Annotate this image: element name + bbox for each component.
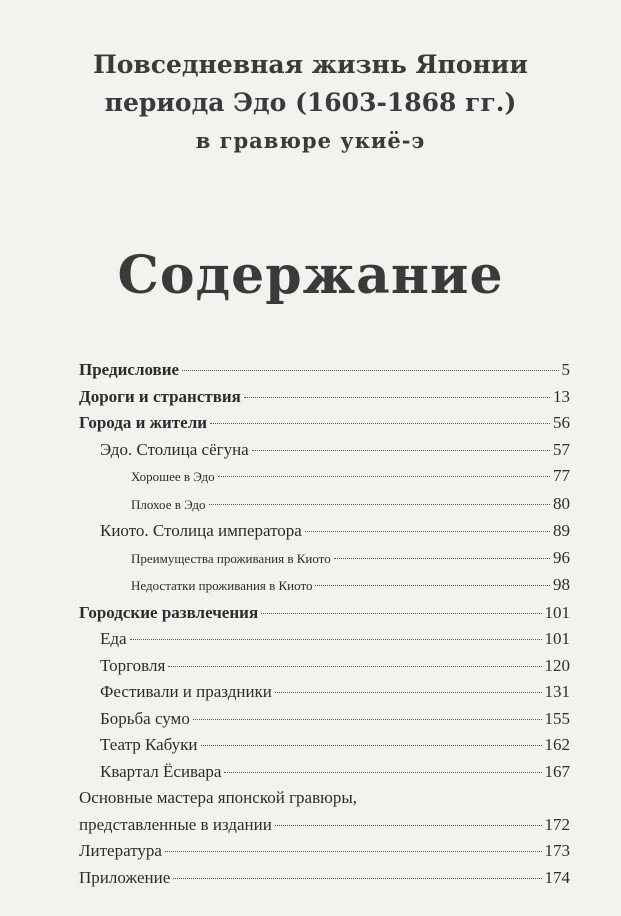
toc-entry: [79, 384, 570, 411]
toc-entry: [79, 357, 570, 384]
toc-entry-title: Театр Кабуки: [100, 735, 198, 754]
toc-leader-dots: [244, 396, 550, 398]
toc-entry: [79, 437, 570, 464]
toc-entry: [79, 600, 570, 627]
toc-entry-page: 77: [553, 466, 570, 485]
toc-entry-page: 174: [544, 867, 570, 887]
book-title-line-1: Повседневная жизнь Японии: [93, 50, 528, 79]
toc-leader-dots: [210, 422, 550, 424]
toc-entry: [79, 865, 570, 892]
toc-entry-title: Недостатки проживания в Киото: [131, 578, 313, 593]
toc-entry: [79, 679, 570, 706]
toc-entry-page: 120: [544, 655, 570, 675]
toc-heading: Содержание: [117, 245, 504, 306]
toc-leader-dots: [305, 530, 550, 532]
toc-leader-dots: [165, 850, 542, 852]
toc-entry-title: представленные в издании: [79, 814, 272, 834]
toc-entry: [79, 706, 570, 733]
toc-entry-page: 98: [553, 575, 570, 594]
toc-entry: [79, 410, 570, 437]
toc-entry-page: 80: [553, 493, 570, 513]
toc-leader-dots: [173, 877, 541, 879]
toc-leader-dots: [201, 744, 542, 746]
toc-leader-dots: [168, 665, 541, 667]
toc-entry-page: 155: [544, 708, 570, 728]
toc-leader-dots: [275, 824, 542, 826]
toc-entry: [79, 626, 570, 653]
toc-entry: [79, 785, 570, 838]
toc-entry-page: 173: [544, 841, 570, 860]
toc-entry-title: Приложение: [79, 867, 171, 887]
toc-entry-page: 167: [544, 761, 570, 781]
toc-entry-title: Города и жители: [79, 413, 208, 432]
toc-entry-page: 13: [553, 386, 570, 406]
toc-entry-page: 172: [544, 814, 570, 834]
toc-entry: [79, 491, 570, 519]
toc-entry-title: Хорошее в Эдо: [131, 469, 215, 484]
toc-entry-title: Городские развлечения: [79, 602, 259, 622]
toc-leader-dots: [182, 369, 558, 371]
toc-entry-page: 57: [553, 439, 570, 459]
toc-leader-dots: [334, 557, 550, 559]
toc-entry-page: 162: [544, 735, 570, 754]
toc-entry-title: Дороги и странствия: [79, 386, 241, 406]
toc-entry-page: 96: [553, 547, 570, 567]
toc-entry-title: Предисловие: [79, 360, 180, 379]
toc-entry: [79, 653, 570, 680]
toc-entry-title-line-1: Основные мастера японской гравюры,: [79, 788, 357, 807]
book-title-line-2: периода Эдо (1603-1868 гг.): [104, 88, 517, 117]
toc-leader-dots: [275, 691, 542, 693]
toc-leader-dots: [224, 771, 541, 773]
toc-entry: [79, 463, 570, 491]
toc-leader-dots: [130, 638, 542, 640]
toc-entry: [79, 838, 570, 865]
toc-leader-dots: [193, 718, 542, 720]
toc-entry-title: Литература: [79, 841, 162, 860]
toc-entry-title: Преимущества проживания в Киото: [131, 550, 331, 566]
toc-entry: [79, 732, 570, 759]
toc-entry-title: Киото. Столица императора: [100, 521, 302, 540]
toc-entry-page: 101: [544, 629, 570, 648]
toc-leader-dots: [209, 503, 551, 505]
toc-entry: [79, 545, 570, 573]
toc-entry-title: Еда: [100, 629, 127, 648]
toc-entry-page: 5: [561, 360, 570, 379]
book-title-line-3: в гравюре укиё-э: [195, 128, 426, 153]
toc-entry-title: Плохое в Эдо: [131, 496, 206, 512]
toc-entry: [79, 759, 570, 786]
toc-entry-title: Квартал Ёсивара: [100, 761, 222, 781]
toc-entry-page: 89: [553, 521, 570, 540]
toc-entry-title: Фестивали и праздники: [100, 682, 272, 701]
toc-entry-title: Борьба сумо: [100, 708, 190, 728]
toc-entry-title: Торговля: [100, 655, 166, 675]
toc-leader-dots: [218, 475, 550, 477]
book-title: [0, 46, 621, 160]
toc-entry-page: 56: [553, 413, 570, 432]
toc-leader-dots: [261, 612, 541, 614]
toc-leader-dots: [252, 449, 550, 451]
toc-entry: [79, 518, 570, 545]
toc-entry-page: 101: [544, 602, 570, 622]
toc-entry-title: Эдо. Столица сёгуна: [100, 439, 249, 459]
toc-leader-dots: [315, 584, 550, 586]
toc-entry-page: 131: [544, 682, 570, 701]
toc-entry: [79, 572, 570, 600]
table-of-contents: [79, 357, 570, 891]
